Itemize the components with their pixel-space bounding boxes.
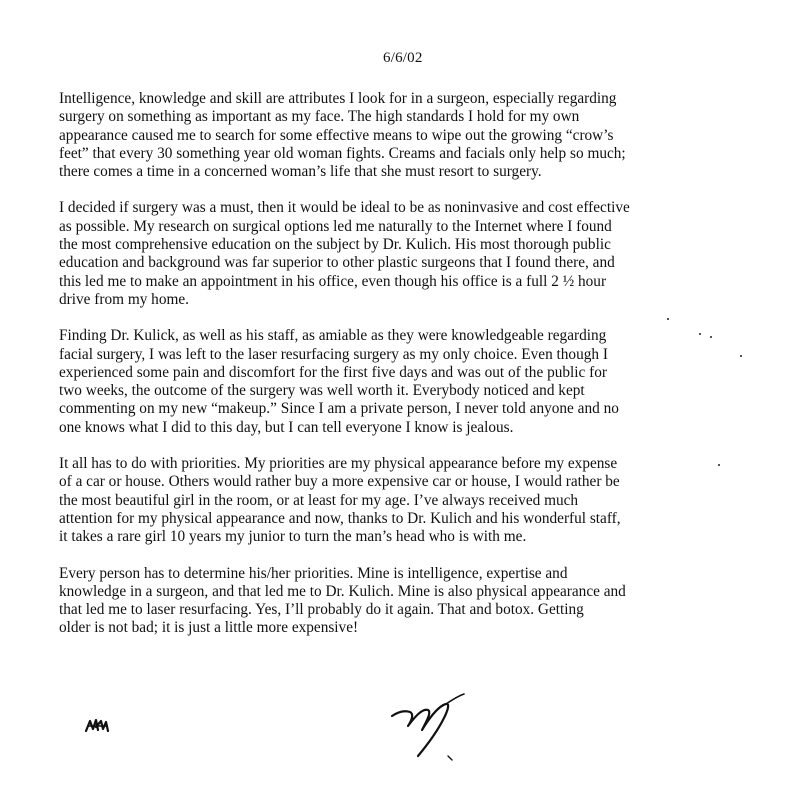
scan-speck <box>667 318 669 320</box>
paragraph-line: Intelligence, knowledge and skill are attributes I look for in a surgeon, especially regarding <box>59 90 617 107</box>
paragraph-line: the most beautiful girl in the room, or at least for my age. I’ve always received much <box>59 491 579 509</box>
scan-speck <box>699 333 701 335</box>
paragraph-line: I decided if surgery was a must, then it would be ideal to be as noninvasive and cost effective <box>59 199 630 217</box>
letter-paragraph <box>59 327 752 437</box>
letter-date: 6/6/02 <box>383 50 423 66</box>
paragraph-line: of a car or house. Others would rather buy a more expensive car or house, I would rather be <box>59 473 620 491</box>
paragraph-line: attention for my physical appearance and now, thanks to Dr. Kulich and his wonderful staff, <box>59 509 621 527</box>
paragraph-line: Finding Dr. Kulick, as well as his staff, as amiable as they were knowledgeable regarding <box>59 327 607 345</box>
paragraph-line: knowledge in a surgeon, and that led me to Dr. Kulich. Mine is also physical appearance and <box>59 582 626 600</box>
letter-paragraph <box>59 565 752 638</box>
paragraph-line: that led me to laser resurfacing. Yes, I’ll probably do it again. That and botox. Getting <box>59 601 584 619</box>
initials-mark <box>84 717 110 735</box>
paragraph-line: experienced some pain and discomfort for the first five days and was out of the public for <box>59 363 607 381</box>
paragraph-line: the most comprehensive education on the subject by Dr. Kulich. His most thorough public <box>59 236 611 254</box>
paragraph-line: Every person has to determine his/her priorities. Mine is intelligence, expertise and <box>59 564 568 582</box>
paragraph-line: facial surgery, I was left to the laser resurfacing surgery as my only choice. Even though I <box>59 345 608 363</box>
letter-paragraph <box>59 90 752 181</box>
letter-paragraph <box>59 455 752 546</box>
scan-speck <box>718 464 720 466</box>
letter-paragraph <box>59 199 752 309</box>
paragraph-line: as possible. My research on surgical options led me naturally to the Internet where I found <box>59 217 612 235</box>
paragraph-line: feet” that every 30 something year old woman fights. Creams and facials only help so much; <box>59 144 626 162</box>
paragraph-line: drive from my home. <box>59 290 189 308</box>
letter-body <box>59 90 752 656</box>
paragraph-line: It all has to do with priorities. My priorities are my physical appearance before my expense <box>59 455 618 473</box>
paragraph-line: education and background was far superior to other plastic surgeons that I found there, and <box>59 254 615 272</box>
paragraph-line: older is not bad; it is just a little more expensive! <box>59 619 359 637</box>
scan-speck <box>710 336 712 338</box>
signature-mark <box>388 690 468 764</box>
paragraph-line: it takes a rare girl 10 years my junior to turn the man’s head who is with me. <box>59 528 527 546</box>
paragraph-line: surgery on something as important as my face. The high standards I hold for my own <box>59 108 580 126</box>
paragraph-line: there comes a time in a concerned woman’s life that she must resort to surgery. <box>59 163 542 181</box>
paragraph-line: commenting on my new “makeup.” Since I am a private person, I never told anyone and no <box>59 400 619 418</box>
paragraph-line: two weeks, the outcome of the surgery was well worth it. Everybody noticed and kept <box>59 382 585 400</box>
scan-speck <box>740 355 742 357</box>
paragraph-line: appearance caused me to search for some effective means to wipe out the growing “crow’s <box>59 126 614 144</box>
paragraph-line: one knows what I did to this day, but I can tell everyone I know is jealous. <box>59 418 514 436</box>
paragraph-line: this led me to make an appointment in his office, even though his office is a full 2 ½ hour <box>59 272 607 290</box>
